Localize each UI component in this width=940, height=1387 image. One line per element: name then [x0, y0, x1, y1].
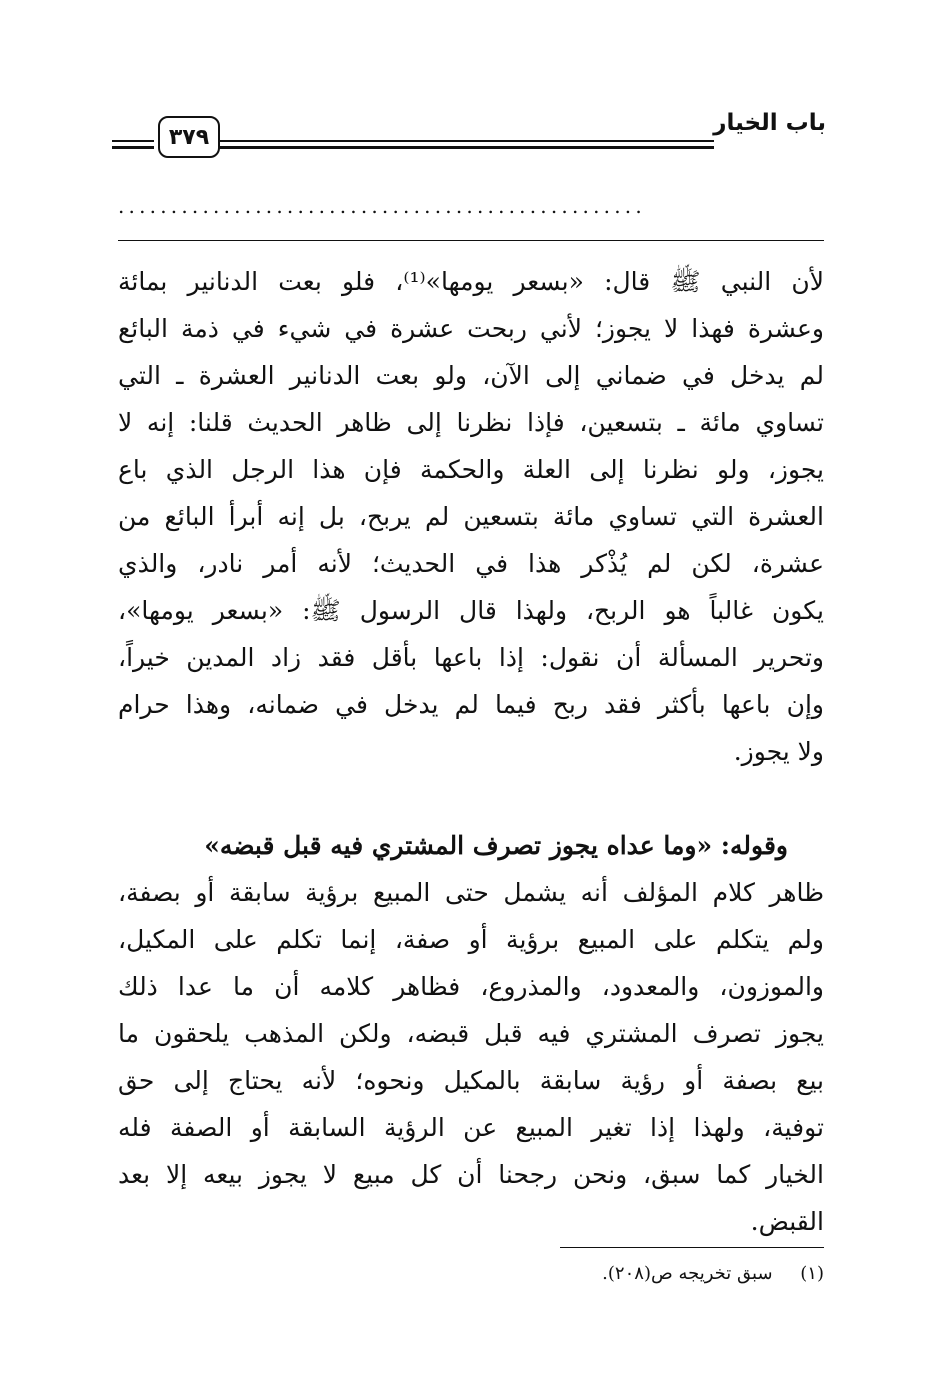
- text-line: وإن باعها بأكثر فقد ربح فيما لم يدخل في ضمانه، وهذا حرام: [118, 690, 824, 719]
- header-rule: [216, 146, 714, 149]
- text-line: والموزون، والمعدود، والمذروع، فظاهر كلامه أن ما عدا ذلك: [118, 972, 824, 1001]
- footnote-text: سبق تخريجه ص(٢٠٨).: [602, 1263, 773, 1284]
- text-line: يكون غالباً هو الربح، ولهذا قال الرسول ﷺ: «بسعر يومها»،: [118, 596, 824, 625]
- text-line: عشرة، لكن لم يُذْكر هذا في الحديث؛ لأنه أمر نادر، والذي: [118, 549, 824, 578]
- text-line: ظاهر كلام المؤلف أنه يشمل حتى المبيع برؤية سابقة أو بصفة،: [118, 878, 824, 907]
- text-line: بيع بصفة أو رؤية سابقة بالمكيل ونحوه؛ لأنه يحتاج إلى حق: [118, 1066, 824, 1095]
- dotted-separator: ..................................................: [118, 196, 646, 216]
- section-divider: [118, 240, 824, 241]
- footnote: [602, 1263, 824, 1284]
- page-number: ٣٧٩: [158, 116, 220, 158]
- paragraph-2: [118, 822, 824, 1245]
- text-line: القبض.: [750, 1207, 824, 1236]
- text-line: يجوز، ولو نظرنا إلى العلة والحكمة فإن هذا الرجل الذي باع: [118, 455, 824, 484]
- text-line: تساوي مائة ـ بتسعين، فإذا نظرنا إلى ظاهر الحديث قلنا: إنه لا: [118, 408, 824, 437]
- text-line: وتحرير المسألة أن نقول: إذا باعها بأقل فقد زاد المدين خيراً،: [118, 643, 824, 672]
- text-line: الخيار كما سبق، ونحن رجحنا أن كل مبيع لا يجوز بيعه إلا بعد: [118, 1160, 824, 1189]
- running-header: [112, 104, 826, 164]
- footnote-number: (١): [800, 1263, 824, 1284]
- section-heading: وقوله: «وما عداه يجوز تصرف المشتري فيه قبل قبضه»: [204, 831, 788, 860]
- text-line: ولا يجوز.: [733, 737, 824, 766]
- text-line: يجوز تصرف المشتري فيه قبل قبضه، ولكن المذهب يلحقون ما: [118, 1019, 824, 1048]
- text-line: لم يدخل في ضماني إلى الآن، ولو بعت الدنانير العشرة ـ التي: [118, 361, 824, 390]
- header-rule: [112, 146, 154, 149]
- chapter-title: باب الخيار: [713, 110, 826, 136]
- text-line: العشرة التي تساوي مائة بتسعين لم يربح، بل إنه أبرأ البائع من: [118, 502, 824, 531]
- header-rule: [216, 140, 714, 142]
- text-line: وعشرة فهذا لا يجوز؛ لأني ربحت عشرة في شيء في ذمة البائع: [118, 314, 824, 343]
- text-line: لأن النبي ﷺ قال: «بسعر يومها»⁽¹⁾، فلو بعت الدنانير بمائة: [118, 267, 824, 296]
- header-rule: [112, 140, 154, 142]
- paragraph-1: [118, 258, 824, 775]
- footnote-separator: [560, 1247, 824, 1248]
- text-line: توفية، ولهذا إذا تغير المبيع عن الرؤية السابقة أو الصفة فله: [118, 1113, 824, 1142]
- text-line: ولم يتكلم على المبيع برؤية أو صفة، إنما تكلم على المكيل،: [118, 925, 824, 954]
